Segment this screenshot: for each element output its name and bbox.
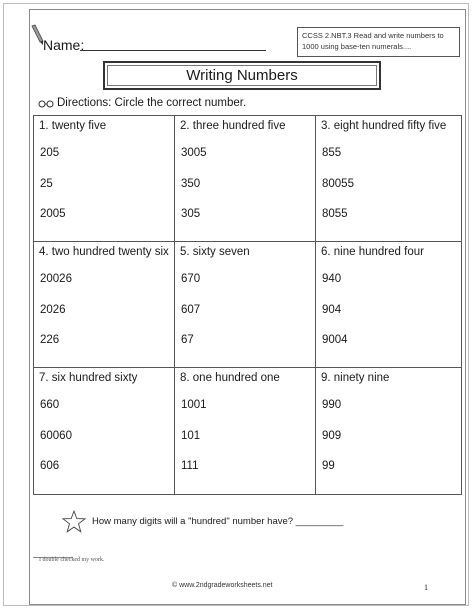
answer-option[interactable]: 350 [181, 178, 201, 190]
page-title: Writing Numbers [107, 65, 377, 86]
question-cell-6 [316, 242, 461, 368]
question-prompt: 5. sixty seven [180, 246, 250, 258]
answer-option[interactable]: 855 [322, 147, 342, 159]
answer-option[interactable]: 1001 [181, 399, 207, 411]
answer-option[interactable]: 2005 [40, 208, 66, 220]
question-prompt: 2. three hundred five [180, 120, 286, 132]
answer-option[interactable]: 607 [181, 304, 201, 316]
question-cell-1 [34, 116, 175, 242]
answer-option[interactable]: 20026 [40, 273, 72, 285]
bonus-question: How many digits will a "hundred" number have? _________ [92, 516, 344, 527]
question-cell-8 [175, 368, 316, 494]
standard-box: CCSS 2.NBT.3 Read and write numbers to 1000 using base-ten numerals.... [297, 27, 460, 57]
question-cell-4 [34, 242, 175, 368]
question-prompt: 8. one hundred one [180, 372, 280, 384]
footer-credit: © www.2ndgradeworksheets.net [172, 582, 273, 589]
answer-option[interactable]: 940 [322, 273, 342, 285]
question-grid [33, 115, 462, 495]
self-check-text: I double checked my work. [39, 557, 105, 563]
answer-option[interactable]: 305 [181, 208, 201, 220]
answer-option[interactable]: 990 [322, 399, 342, 411]
answer-option[interactable]: 660 [40, 399, 60, 411]
answer-option[interactable]: 80055 [322, 178, 354, 190]
directions-text: Directions: Circle the correct number. [57, 97, 247, 109]
answer-option[interactable]: 606 [40, 460, 60, 472]
title-box [103, 61, 381, 90]
directions [38, 97, 246, 109]
question-cell-2 [175, 116, 316, 242]
answer-option[interactable]: 2026 [40, 304, 66, 316]
question-cell-7 [34, 368, 175, 494]
answer-option[interactable]: 226 [40, 334, 60, 346]
question-cell-9 [316, 368, 461, 494]
answer-option[interactable]: 101 [181, 430, 201, 442]
page-number: 1 [424, 583, 428, 592]
answer-option[interactable]: 99 [322, 460, 335, 472]
question-prompt: 6. nine hundred four [321, 246, 424, 258]
answer-option[interactable]: 60060 [40, 430, 72, 442]
answer-option[interactable]: 25 [40, 178, 53, 190]
star-icon [62, 510, 86, 533]
name-label: Name: [43, 37, 85, 53]
answer-option[interactable]: 9004 [322, 334, 348, 346]
answer-option[interactable]: 909 [322, 430, 342, 442]
question-cell-3 [316, 116, 461, 242]
answer-option[interactable]: 3005 [181, 147, 207, 159]
question-prompt: 4. two hundred twenty six [39, 246, 169, 258]
answer-option[interactable]: 111 [181, 460, 199, 472]
question-prompt: 3. eight hundred fifty five [321, 120, 447, 132]
question-cell-5 [175, 242, 316, 368]
glasses-icon [38, 99, 54, 108]
question-prompt: 7. six hundred sixty [39, 372, 138, 384]
question-prompt: 9. ninety nine [321, 372, 390, 384]
answer-option[interactable]: 8055 [322, 208, 348, 220]
answer-option[interactable]: 904 [322, 304, 342, 316]
answer-option[interactable]: 670 [181, 273, 201, 285]
question-prompt: 1. twenty five [39, 120, 107, 132]
answer-option[interactable]: 205 [40, 147, 60, 159]
name-field-line[interactable] [80, 50, 266, 51]
answer-option[interactable]: 67 [181, 334, 194, 346]
